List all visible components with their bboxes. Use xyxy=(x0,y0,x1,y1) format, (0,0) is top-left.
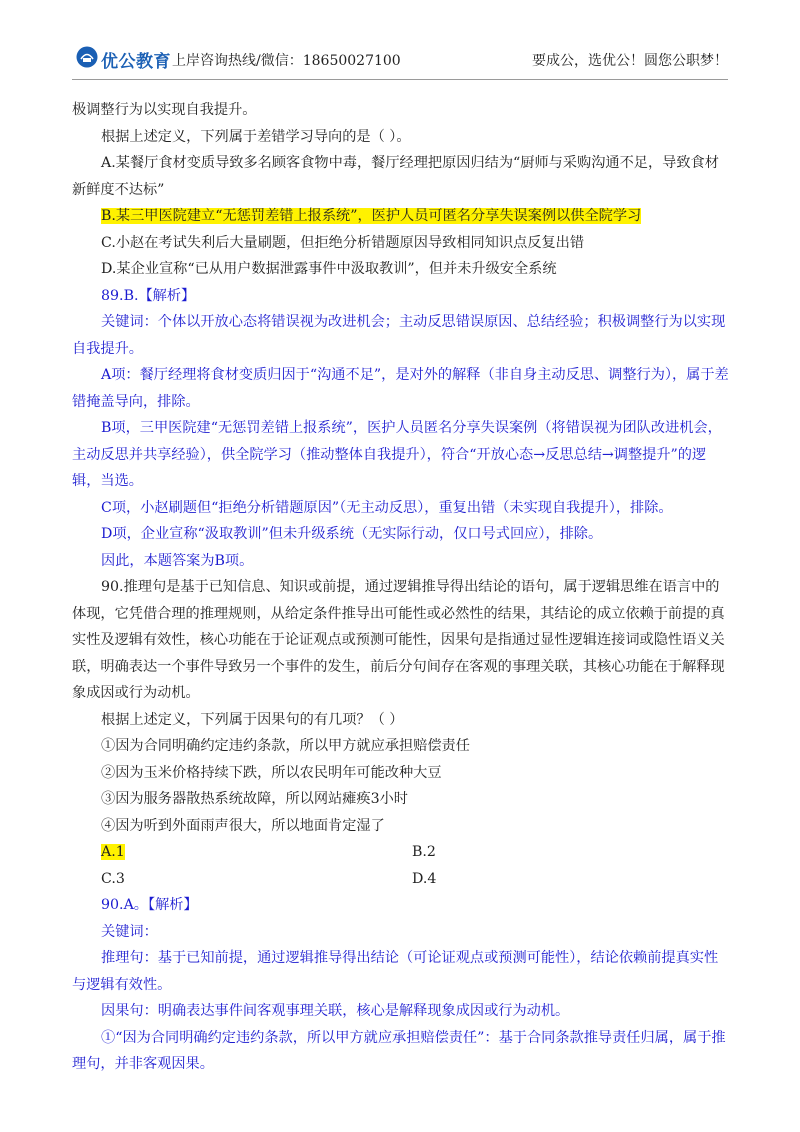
ucg-logo-icon xyxy=(76,46,98,68)
slogan-text: 要成公，选优公！圆您公职梦！ xyxy=(532,53,728,69)
q90-statement-4: ④因为听到外面雨声很大，所以地面肯定湿了 xyxy=(101,817,385,834)
q89-option-d: D.某企业宣称“已从用户数据泄露事件中汲取教训”，但并未升级安全系统 xyxy=(101,261,557,277)
a90-keyword-causal: 因果句：明确表达事件间客观事理关联，核心是解释现象成因或行为动机。 xyxy=(101,1003,570,1019)
a89-keyword: 关键词：个体以开放心态将错误视为改进机会；主动反思错误原因、总结经验；积极调整行为以实现自我提升。 xyxy=(72,314,726,357)
q90-stem: 根据上述定义，下列属于因果句的有几项？（ ） xyxy=(101,711,404,728)
q90-statement-3: ③因为服务器散热系统故障，所以网站瘫痪3小时 xyxy=(101,791,408,807)
q89-option-b-text: B.某三甲医院建立“无惩罚差错上报系统”，医护人员可匿名分享失误案例以供全院学习 xyxy=(101,208,642,224)
page-header xyxy=(0,0,800,88)
a90-explain-1: ①“因为合同明确约定违约条款，所以甲方就应承担赔偿责任”：基于合同条款推导责任归属，属于推理句，并非客观因果。 xyxy=(72,1029,726,1072)
q89-option-a: A.某餐厅食材变质导致多名顾客食物中毒，餐厅经理把原因归结为“厨师与采购沟通不足，导致食材新鲜度不达标” xyxy=(72,155,719,198)
header-divider xyxy=(72,79,728,80)
q90-option-c: C.3 xyxy=(101,870,125,887)
a89-heading: 89.B.【解析】 xyxy=(101,287,196,304)
q90-options-row-1 xyxy=(72,839,730,866)
a89-explain-d: D项，企业宣称“汲取教训”但未升级系统（无实际行动，仅口号式回应），排除。 xyxy=(101,526,603,542)
q89-stem: 根据上述定义，下列属于差错学习导向的是（ ）。 xyxy=(101,128,411,145)
a90-heading: 90.A。【解析】 xyxy=(101,897,198,913)
a90-keyword-inference: 推理句：基于已知前提，通过逻辑推导得出结论（可论证观点或预测可能性），结论依赖前提真实性与逻辑有效性。 xyxy=(72,950,719,993)
hotline-text: 上岸咨询热线/微信：18650027100 xyxy=(172,53,401,69)
brand-name: 优公教育 xyxy=(101,52,171,72)
q89-option-b xyxy=(72,203,730,230)
a89-explain-c: C项，小赵刷题但“拒绝分析错题原因”（无主动反思），重复出错（未实现自我提升），排除。 xyxy=(101,499,673,516)
a89-conclusion: 因此，本题答案为B项。 xyxy=(101,552,254,569)
q90-options-row-2 xyxy=(72,866,730,893)
paragraph-continuation: 极调整行为以实现自我提升。 xyxy=(72,102,257,118)
q90-statement-2: ②因为玉米价格持续下跌，所以农民明年可能改种大豆 xyxy=(101,764,442,781)
a90-keyword-label: 关键词： xyxy=(101,923,158,940)
q89-option-c: C.小赵在考试失利后大量刷题，但拒绝分析错题原因导致相同知识点反复出错 xyxy=(101,234,585,251)
q90-option-a: A.1 xyxy=(101,844,125,860)
q90-option-b: B.2 xyxy=(412,844,436,860)
a89-explain-a: A项：餐厅经理将食材变质归因于“沟通不足”，是对外的解释（非自身主动反思、调整行为），属于差错掩盖导向，排除。 xyxy=(72,367,729,410)
a89-explain-b: B项，三甲医院建“无惩罚差错上报系统”，医护人员匿名分享失误案例（将错误视为团队改进机会，主动反思并共享经验），供全院学习（推动整体自我提升），符合“开放心态→反思总结→调整提升”的逻辑，当选。 xyxy=(72,420,722,489)
q90-definition: 90.推理句是基于已知信息、知识或前提，通过逻辑推导得出结论的语句，属于逻辑思维在语言中的体现，它凭借合理的推理规则，从给定条件推导出可能性或必然性的结果，其结论的成立依赖于前提的真实性及逻辑有效性，核心功能在于论证观点或预测可能性，因果句是指通过显性逻辑连接词或隐性语义关联，明确表达一个事件导致另一个事件的发生，前后分句间存在客观的事理关联，其核心功能在于解释现象成因或行为动机。 xyxy=(72,579,725,701)
document-body xyxy=(72,97,730,1078)
q90-statement-1: ①因为合同明确约定违约条款，所以甲方就应承担赔偿责任 xyxy=(101,738,470,754)
q90-option-d: D.4 xyxy=(412,870,437,887)
